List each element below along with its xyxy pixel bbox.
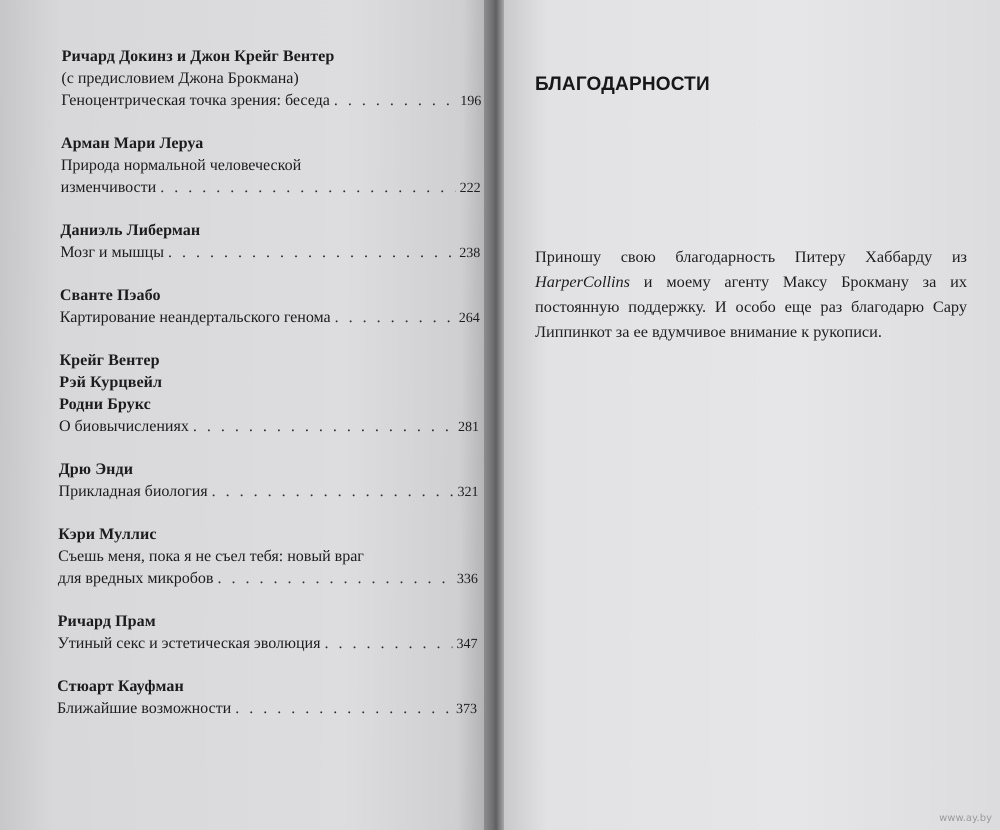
- toc-leader-line: [57, 698, 477, 721]
- toc-page-number: 347: [456, 637, 478, 652]
- toc-author: Ричард Докинз и Джон Крейг Вентер: [61, 48, 335, 65]
- table-of-contents: [57, 46, 482, 741]
- toc-entry: [57, 611, 477, 656]
- toc-author: Стюарт Кауфман: [57, 678, 184, 695]
- toc-title-line: изменчивости: [60, 179, 157, 196]
- toc-title-line: (с предисловием Джона Брокмана): [61, 70, 299, 87]
- toc-title-line: Геноцентрическая точка зрения: беседа: [61, 92, 330, 109]
- toc-entry: [60, 220, 480, 265]
- toc-author: Сванте Пэабо: [59, 287, 161, 304]
- toc-title-line: О биовычислениях: [58, 418, 189, 435]
- toc-page-number: 336: [456, 572, 479, 587]
- toc-leader-line: [61, 177, 481, 200]
- toc-author: Даниэль Либерман: [60, 222, 201, 239]
- toc-title-line: для вредных микробов: [57, 570, 214, 587]
- toc-page-number: 196: [460, 94, 482, 109]
- toc-author: Дрю Энди: [58, 461, 134, 478]
- toc-entry: [61, 46, 481, 113]
- ack-text-before: Приношу свою благодарность Питеру Хаббарду из: [535, 247, 967, 266]
- dot-leader: [324, 633, 452, 655]
- left-page: [0, 0, 498, 830]
- toc-author: Крейг Вентер: [59, 352, 160, 369]
- toc-page-number: 222: [459, 181, 481, 196]
- toc-page-number: 281: [457, 420, 480, 435]
- toc-title-line: Ближайшие возможности: [56, 700, 232, 717]
- toc-leader-line: [60, 242, 480, 265]
- dot-leader: [193, 416, 454, 438]
- toc-entry: [59, 350, 480, 439]
- toc-page-number: 238: [459, 246, 481, 261]
- dot-leader: [168, 242, 455, 264]
- toc-title-line: Прикладная биология: [58, 483, 208, 500]
- toc-leader-line: [61, 90, 481, 113]
- toc-leader-line: [60, 307, 480, 330]
- dot-leader: [235, 698, 452, 720]
- right-page: [486, 0, 1000, 830]
- toc-title-line: Мозг и мышцы: [60, 244, 165, 261]
- toc-author: Рэй Курцвейл: [59, 374, 163, 391]
- toc-leader-line: [59, 416, 479, 439]
- dot-leader: [334, 90, 457, 112]
- toc-title-line: Съешь меня, пока я не съел тебя: новый враг: [58, 548, 364, 565]
- toc-leader-line: [57, 633, 477, 656]
- watermark-text: www.ay.by: [939, 813, 992, 824]
- toc-page-number: 264: [458, 311, 480, 326]
- dot-leader: [217, 568, 453, 590]
- toc-entry: [58, 524, 478, 591]
- toc-page-number: 373: [455, 702, 478, 717]
- acknowledgements-heading: БЛАГОДАРНОСТИ: [535, 74, 710, 95]
- dot-leader: [335, 307, 455, 329]
- toc-author: Ричард Прам: [57, 613, 156, 630]
- toc-entry: [57, 676, 477, 721]
- toc-page-number: 321: [457, 485, 479, 500]
- toc-title-line: Утиный секс и эстетическая эволюция: [57, 635, 321, 652]
- ack-publisher-italic: HarperCollins: [535, 272, 630, 291]
- book-gutter: [484, 0, 504, 830]
- toc-author: Кэри Муллис: [58, 526, 157, 543]
- dot-leader: [212, 481, 454, 503]
- toc-entry: [61, 133, 481, 200]
- toc-entry: [60, 285, 480, 330]
- toc-title-line: Картирование неандертальского генома: [59, 309, 331, 326]
- dot-leader: [160, 177, 456, 199]
- toc-leader-line: [58, 568, 478, 591]
- ack-text-after: и моему агенту Максу Брокману за их постоянную поддержку. И особо еще раз благодарю Сару Липпинкот за ее вдумчивое внимание к рукописи.: [535, 272, 967, 341]
- toc-author: Арман Мари Леруа: [60, 135, 204, 152]
- toc-leader-line: [58, 481, 478, 504]
- acknowledgements-text: [535, 244, 967, 344]
- toc-title-line: Природа нормальной человеческой: [60, 157, 302, 174]
- toc-entry: [58, 459, 478, 504]
- toc-author: Родни Брукс: [59, 396, 151, 413]
